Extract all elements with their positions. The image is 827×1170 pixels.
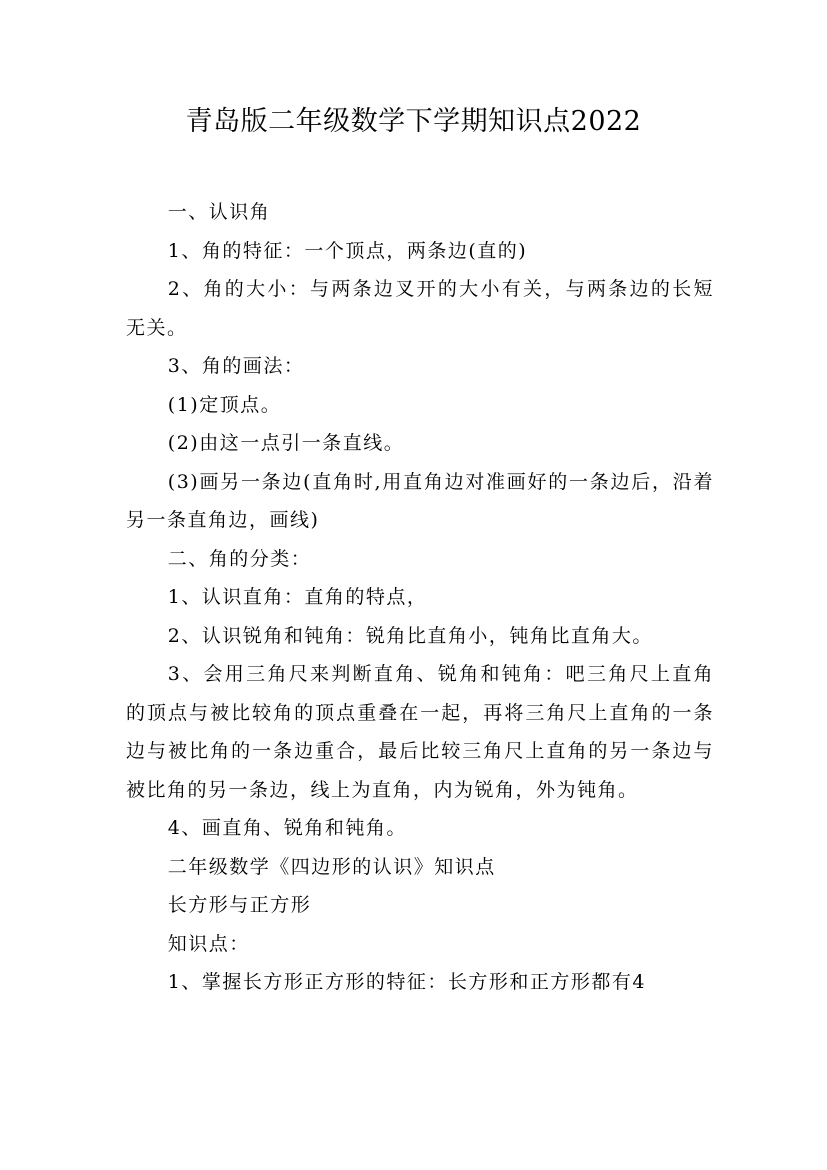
paragraph-rectangle-features: 1、掌握长方形正方形的特征：长方形和正方形都有4 [167, 971, 646, 993]
paragraph-step-1: (1)定顶点。 [167, 393, 282, 416]
paragraph-section-2-heading: 二、角的分类： [167, 547, 312, 570]
paragraph-knowledge-points: 知识点： [167, 932, 250, 955]
document-body [126, 193, 714, 1002]
paragraph-section-1-heading: 一、认识角 [167, 201, 271, 223]
paragraph-draw-angles: 4、画直角、锐角和钝角。 [167, 817, 407, 839]
paragraph-acute-obtuse: 2、认识锐角和钝角：锐角比直角小，钝角比直角大。 [167, 624, 653, 647]
paragraph-quadrilateral-heading: 二年级数学《四边形的认识》知识点 [167, 855, 496, 878]
paragraph-step-2: (2)由这一点引一条直线。 [167, 432, 405, 454]
paragraph-angle-size: 2、角的大小：与两条边叉开的大小有关，与两条边的长短无关。 [126, 278, 714, 339]
paragraph-angle-features: 1、角的特征：一个顶点，两条边(直的) [167, 239, 528, 262]
paragraph-triangle-ruler: 3、会用三角尺来判断直角、锐角和钝角：吧三角尺上直角的顶点与被比较角的顶点重叠在一起，再将三角尺上直角的一条边与被比角的一条边重合，最后比较三角尺上直角的另一条边与被比角的另一条边，线上为直角，内为锐角，外为钝角。 [126, 663, 714, 801]
paragraph-rectangle-square: 长方形与正方形 [167, 894, 312, 916]
paragraph-angle-drawing: 3、角的画法： [167, 355, 305, 377]
paragraph-step-3: (3)画另一条边(直角时,用直角边对准画好的一条边后，沿着另一条直角边，画线) [126, 470, 714, 531]
document-title: 青岛版二年级数学下学期知识点2022 [185, 106, 642, 137]
paragraph-right-angle: 1、认识直角：直角的特点， [167, 586, 428, 608]
